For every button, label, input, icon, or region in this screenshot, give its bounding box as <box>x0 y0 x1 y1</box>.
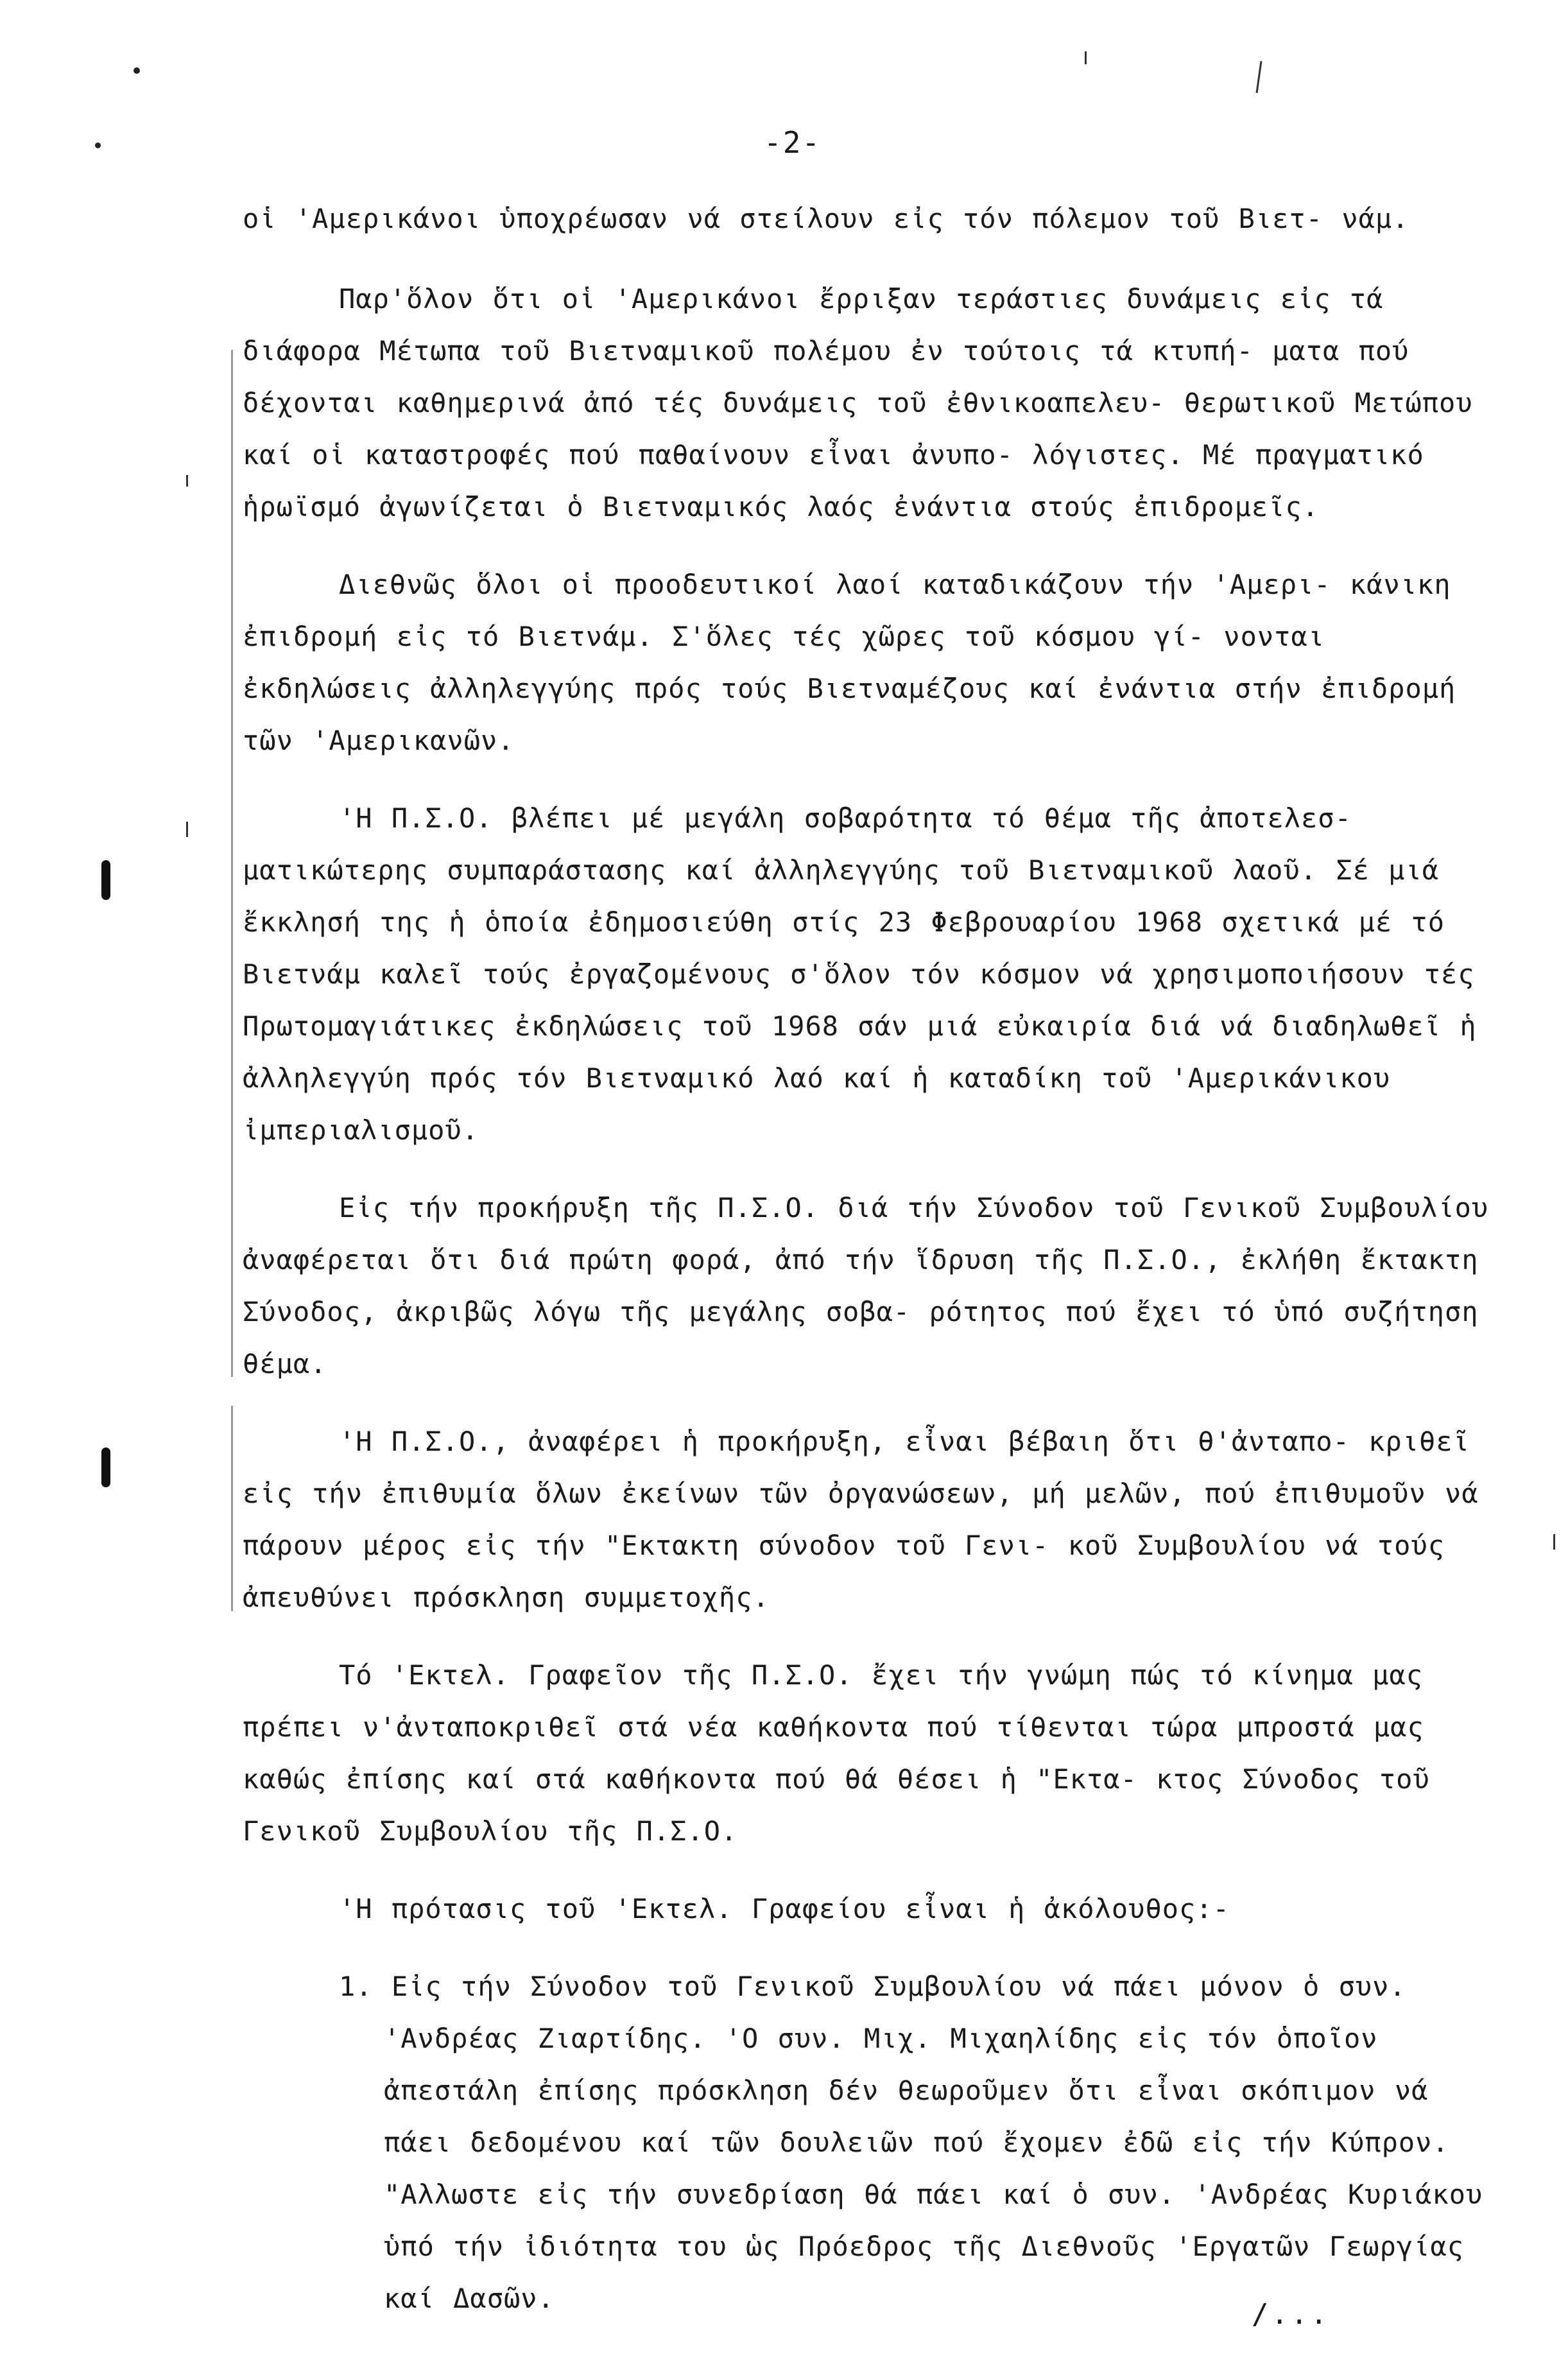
scan-speck <box>95 143 101 148</box>
scan-mark <box>1256 61 1262 93</box>
paragraph-5: Εἰς τήν προκήρυξη τῆς Π.Σ.Ο. διά τήν Σύνοδον τοῦ Γενικοῦ Συμβουλίου ἀναφέρεται ὅτι διά πρώτη φορά, ἀπό τήν ἵδρυση τῆς Π.Σ.Ο., ἐκλήθη ἔκτακτη Σύνοδος, ἀκριβῶς λόγω τῆς μεγάλης σοβα- ρότητος πού ἔχει τό ὑπό συζήτηση θέμα. <box>243 1192 1508 1379</box>
paragraph-1: οἱ 'Αμερικάνοι ὑποχρέωσαν νά στείλουν εἰς τόν πόλεμον τοῦ Βιετ- νάμ. <box>243 203 1409 234</box>
left-margin-line <box>231 350 233 1377</box>
scan-mark <box>1553 1534 1555 1550</box>
document-body <box>243 193 1508 2350</box>
paragraph-3: Διεθνῶς ὅλοι οἱ προοδευτικοί λαοί καταδικάζουν τήν 'Αμερι- κάνικη ἐπιδρομή εἰς τό Βιετνάμ. Σ'ὅλες τές χῶρες τοῦ κόσμου γί- νονται ἐκδηλώσεις ἀλληλεγγύης πρός τούς Βιετναμέζους καί ἐνάντια στήν ἐπιδρομή τῶν 'Αμερικανῶν. <box>243 569 1475 756</box>
scan-speck <box>134 67 140 74</box>
scan-mark <box>186 475 188 487</box>
binder-hole-mark <box>101 1448 110 1487</box>
left-margin-line-lower <box>231 1406 233 1611</box>
page-number: -2- <box>764 125 822 160</box>
scan-mark <box>1085 51 1087 64</box>
binder-hole-mark <box>101 860 110 900</box>
paragraph-2: Παρ'ὅλον ὅτι οἱ 'Αμερικάνοι ἔρριξαν τεράστιες δυνάμεις εἰς τά διάφορα Μέτωπα τοῦ Βιετναμικοῦ πολέμου ἐν τούτοις τά κτυπή- ματα πού δέχονται καθημερινά ἀπό τές δυνάμεις τοῦ ἐθνικοαπελευ- θερωτικοῦ Μετώπου καί οἱ καταστροφές πού παθαίνουν εἶναι ἀνυπο- λόγιστες. Μέ πραγματικό ἡρωϊσμό ἀγωνίζεται ὁ Βιετναμικός λαός ἐνάντια στούς ἐπιδρομεῖς. <box>243 283 1492 523</box>
continuation-mark: /... <box>1252 2298 1330 2331</box>
scan-mark <box>186 822 188 837</box>
paragraph-8: 'Η πρότασις τοῦ 'Εκτελ. Γραφείου εἶναι ἡ ἀκόλουθος:- <box>339 1893 1230 1924</box>
paragraph-6: 'Η Π.Σ.Ο., ἀναφέρει ἡ προκήρυξη, εἶναι βέβαιη ὅτι θ'ἀνταπο- κριθεῖ εἰς τήν ἐπιθυμία ὅλων ἐκείνων τῶν ὀργανώσεων, μή μελῶν, πού ἐπιθυμοῦν νά πάρουν μέρος εἰς τήν "Εκτακτη σύνοδον τοῦ Γενι- κοῦ Συμβουλίου νά τούς ἀπευθύνει πρόσκληση συμμετοχῆς. <box>243 1426 1497 1613</box>
numbered-item-1: 1. Εἰς τήν Σύνοδον τοῦ Γενικοῦ Συμβουλίου νά πάει μόνον ὁ συν. 'Ανδρέας Ζιαρτίδης. 'Ο συν. Μιχ. Μιχαηλίδης εἰς τόν ὁποῖον ἀπεστάλη ἐπίσης πρόσκληση δέν θεωροῦμεν ὅτι εἶναι σκόπιμον νά πάει δεδομένου καί τῶν δουλειῶν πού ἔχομεν ἐδῶ εἰς τήν Κύπρον. "Αλλωστε εἰς τήν συνεδρίαση θά πάει καί ὁ συν. 'Ανδρέας Κυριάκου ὑπό τήν ἰδιότητα του ὡς Πρόεδρος τῆς Διεθνοῦς 'Εργατῶν Γεωργίας καί Δασῶν. <box>339 1971 1502 2314</box>
paragraph-7: Τό 'Εκτελ. Γραφεῖον τῆς Π.Σ.Ο. ἔχει τήν γνώμη πώς τό κίνημα μας πρέπει ν'ἀνταποκριθεῖ στά νέα καθήκοντα πού τίθενται τώρα μπροστά μας καθώς ἐπίσης καί στά καθήκοντα πού θά θέσει ἡ "Εκτα- κτος Σύνοδος τοῦ Γενικοῦ Συμβουλίου τῆς Π.Σ.Ο. <box>243 1659 1449 1847</box>
paragraph-4: 'Η Π.Σ.Ο. βλέπει μέ μεγάλη σοβαρότητα τό θέμα τῆς ἀποτελεσ- ματικώτερης συμπαράστασης καί ἀλληλεγγύης τοῦ Βιετναμικοῦ λαοῦ. Σέ μιά ἔκκλησή της ἡ ὁποία ἐδημοσιεύθη στίς 23 Φεβρουαρίου 1968 σχετικά μέ τό Βιετνάμ καλεῖ τούς ἐργαζομένους σ'ὅλον τόν κόσμον νά χρησιμοποιήσουν τές Πρωτομαγιάτικες ἐκδηλώσεις τοῦ 1968 σάν μιά εὐκαιρία διά νά διαδηλωθεῖ ἡ ἀλληλεγγύη πρός τόν Βιετναμικό λαό καί ἡ καταδίκη τοῦ 'Αμερικάνικου ἰμπεριαλισμοῦ. <box>243 802 1495 1146</box>
